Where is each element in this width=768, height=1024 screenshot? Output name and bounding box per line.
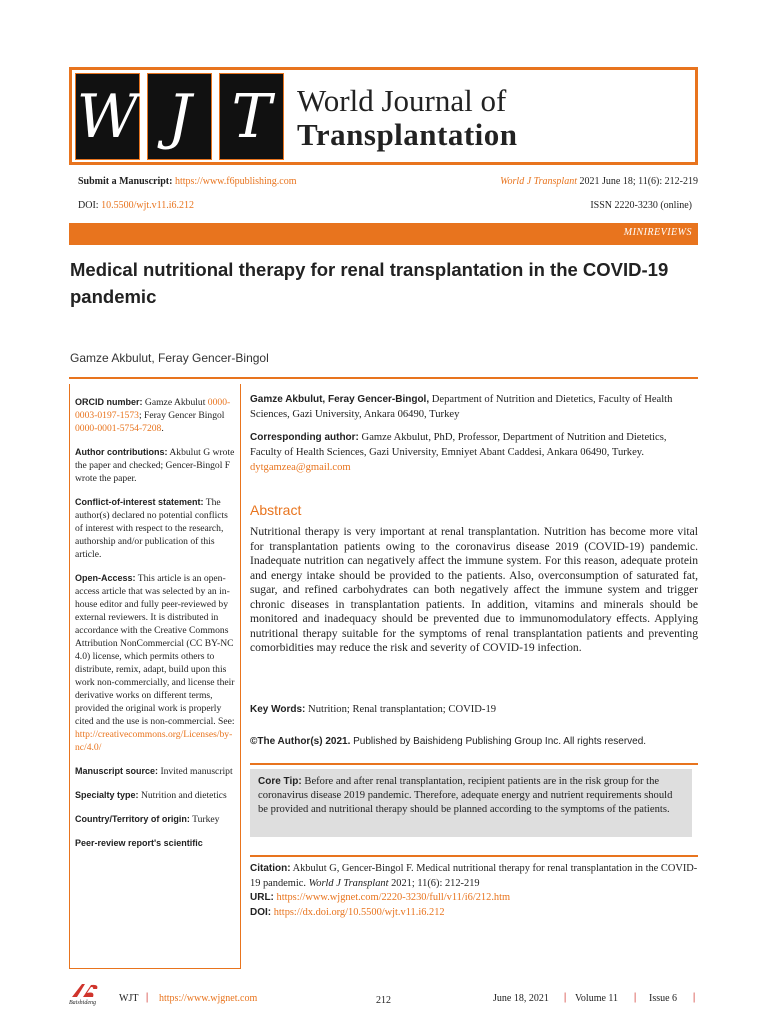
specialty-type: Specialty type: Nutrition and dietetics (75, 790, 227, 801)
article-doi[interactable]: https://dx.doi.org/10.5500/wjt.v11.i6.212 (273, 906, 445, 918)
copyright: ©The Author(s) 2021. Published by Baishideng Publishing Group Inc. All rights reserved. (250, 736, 647, 747)
peer-review-report: Peer-review report's scientific (75, 838, 203, 848)
submit-label: Submit a Manuscript: (78, 176, 173, 187)
abstract-body: Nutritional therapy is very important at renal transplantation. Nutrition has become more vital for transplantation patients owing to the coronavirus disease 2019 (COVID-19) pandemic. Inadequate nutrition can negatively affect the immune system. For this reason, adequate protein and energy intake should be provided to the patients. Also, overconsumption of saturated fat, sugar, and refined carbohydrates can both negatively affect the immune system and trigger chronic diseases in transplantation patients. In addition, vitamins and minerals should be monitored and inadequacy should be prevented due to immunomodulatory effects. Applying nutritional therapy suitable for the symptoms of renal transplantation patients and preventing comorbidities may reduce the risk and severity of COVID-19 infection. (250, 525, 698, 654)
journal-abbrev: World J Transplant (500, 176, 577, 187)
citation: Citation: Akbulut G, Gencer-Bingol F. Medical nutritional therapy for renal transplantation in the COVID-19 pandemic. World J Transplant 2021; 11(6): 212-219 (250, 863, 698, 889)
author-contributions: Author contributions: Akbulut G wrote the paper and checked; Gencer-Bingol F wrote the paper. (75, 447, 235, 484)
article-url[interactable]: https://www.wjgnet.com/2220-3230/full/v11/i6/212.htm (276, 892, 511, 903)
issue-line (500, 176, 698, 187)
submit-link[interactable]: https://www.f6publishing.com (174, 176, 297, 187)
footer-issue: Issue 6 (649, 993, 678, 1004)
manuscript-source: Manuscript source: Invited manuscript (75, 766, 233, 777)
article-doi-line: DOI: https://dx.doi.org/10.5500/wjt.v11.i6.212 (250, 906, 445, 918)
orcid-block: ORCID number: Gamze Akbulut 0000-0003-0197-1573; Feray Gencer Bingol 0000-0001-5754-7208. (75, 397, 231, 434)
keywords: Key Words: Nutrition; Renal transplantation; COVID-19 (250, 704, 497, 715)
logo-letter-j: J (147, 73, 212, 160)
divider (69, 377, 698, 379)
journal-name-line1: World Journal of (297, 83, 507, 118)
author-list: Gamze Akbulut, Feray Gencer-Bingol (70, 351, 269, 365)
page-footer: Baishideng WJT | https://www.wjgnet.com 212 June 18, 2021 | Volume 11 | Issue 6 | (69, 983, 698, 1013)
footer-url[interactable]: https://www.wjgnet.com (159, 993, 258, 1004)
footer-volume: Volume 11 (575, 993, 619, 1004)
journal-name (297, 84, 518, 152)
submit-line (78, 176, 297, 187)
abstract-heading: Abstract (250, 502, 302, 518)
issn: ISSN 2220-3230 (online) (590, 200, 692, 211)
journal-masthead (69, 67, 698, 165)
coretip-divider-top (250, 763, 698, 765)
issue-info: 2021 June 18; 11(6): 212-219 (579, 176, 698, 187)
page-number: 212 (376, 995, 391, 1006)
logo-letter-w: W (75, 73, 140, 160)
footer-journal: WJT (119, 993, 139, 1004)
conflict-of-interest: Conflict-of-interest statement: The author(s) declared no potential conflicts of interest with respect to the research, authorship and/or publication of this article. (75, 497, 228, 560)
country-of-origin: Country/Territory of origin: Turkey (75, 814, 220, 825)
doi-link[interactable]: 10.5500/wjt.v11.i6.212 (101, 200, 195, 211)
section-label: MINIREVIEWS (623, 227, 692, 238)
license-link[interactable]: http://creativecommons.org/Licenses/by-nc/4.0/ (75, 729, 233, 753)
doi-label: DOI: (78, 200, 99, 211)
article-info-sidebar (69, 384, 241, 969)
orcid-link-2[interactable]: 0000-0001-5754-7208 (75, 423, 162, 434)
affiliation: Gamze Akbulut, Feray Gencer-Bingol, Department of Nutrition and Dietetics, Faculty of Health Sciences, Gazi University, Ankara 06490, Turkey (250, 394, 673, 420)
orcid-link-1[interactable]: 0000-0003-0197-1573 (75, 397, 231, 421)
author-email[interactable]: dytgamzea@gmail.com (250, 462, 351, 473)
footer-date: June 18, 2021 (493, 993, 549, 1004)
coretip-divider-bottom (250, 855, 698, 857)
doi-line (78, 200, 194, 211)
affiliations (250, 392, 698, 475)
publisher-name: Baishideng (69, 1000, 96, 1006)
article-url-line: URL: https://www.wjgnet.com/2220-3230/full/v11/i6/212.htm (250, 892, 511, 903)
core-tip-box: Core Tip: Before and after renal transplantation, recipient patients are in the risk group for the coronavirus disease 2019 pandemic. Therefore, adequate energy and nutrient requirements should be provided and nutritional therapy should be planned according to the symptoms of the patients. (250, 769, 692, 837)
open-access: Open-Access: This article is an open-access article that was selected by an in-house editor and fully peer-reviewed by external reviewers. It is distributed in accordance with the Creative Commons Attribution NonCommercial (CC BY-NC 4.0) license, which permits others to distribute, remix, adapt, build upon this work non-commercially, and license their derivative works on different terms, provided the original work is properly cited and the use is non-commercial. See: http://creativecommons.org/Licenses/by-nc/4.0/ (75, 573, 235, 753)
section-bar (69, 223, 698, 245)
journal-name-line2: Transplantation (297, 117, 518, 152)
corresponding-author: Corresponding author: Gamze Akbulut, PhD, Professor, Department of Nutrition and Dietetics, Faculty of Health Sciences, Gazi University, Emniyet Abant Caddesi, Ankara 06490, Turkey. dytgamzea@gmail.com (250, 432, 667, 473)
article-title: Medical nutritional therapy for renal transplantation in the COVID-19 pandemic (70, 259, 669, 307)
citation-block (250, 862, 698, 920)
logo-letter-t: T (219, 73, 284, 160)
